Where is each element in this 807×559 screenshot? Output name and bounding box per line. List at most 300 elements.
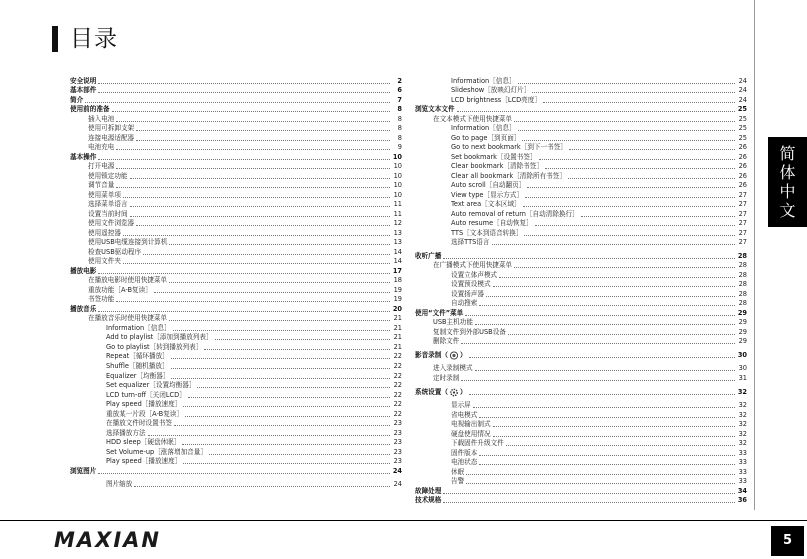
toc-page-number: 22	[393, 352, 402, 361]
toc-entry-text: 在播放音乐时使用快捷菜单	[88, 314, 168, 323]
toc-entry-title	[88, 172, 128, 181]
toc-entry	[70, 152, 402, 162]
toc-entry-title	[70, 86, 96, 95]
toc-page-number: 30	[738, 364, 747, 373]
toc-entry	[70, 219, 402, 229]
toc-leader-dots	[525, 197, 735, 198]
toc-entry-text: 选择菜单语言	[88, 200, 128, 209]
toc-entry	[415, 299, 747, 309]
toc-entry-suffix: ）	[459, 387, 467, 396]
title-marker-bar	[52, 26, 58, 52]
toc-entry	[415, 458, 747, 468]
footer-rule	[0, 520, 807, 521]
toc-entry-text: 显示屏	[451, 401, 471, 410]
toc-entry-text: 插入电池	[88, 114, 115, 123]
toc-page-number: 9	[397, 143, 402, 152]
toc-entry-title	[415, 309, 463, 318]
toc-leader-dots	[469, 394, 735, 395]
toc-leader-dots	[116, 168, 390, 169]
toc-entry	[415, 143, 747, 153]
toc-entry-text: 使用锁定功能	[88, 171, 128, 180]
toc-entry-title	[88, 238, 167, 247]
toc-leader-dots	[543, 102, 735, 103]
toc-entry-title	[88, 219, 134, 228]
toc-entry-text: Play speed［播放速度］	[106, 457, 182, 466]
toc-entry	[70, 371, 402, 381]
toc-page-number: 11	[393, 200, 402, 209]
toc-page-number: 27	[738, 228, 747, 237]
toc-page-number: 33	[738, 458, 747, 467]
toc-entry-title	[106, 324, 171, 333]
toc-entry	[415, 171, 747, 181]
toc-entry	[415, 308, 747, 318]
toc-page-number: 23	[393, 428, 402, 437]
toc-entry-title	[451, 449, 477, 458]
toc-entry-text: 下载固件升级文件	[451, 439, 504, 448]
toc-leader-dots	[116, 301, 390, 302]
toc-entry-text: 重放某一片段［A-B复读］	[106, 409, 183, 418]
toc-entry-title	[415, 388, 467, 397]
toc-leader-dots	[479, 455, 735, 456]
toc-page-number: 28	[738, 261, 747, 270]
toc-entry-title	[451, 280, 491, 289]
toc-entry	[415, 105, 747, 115]
toc-entry-title	[451, 77, 516, 86]
toc-entry	[70, 342, 402, 352]
toc-entry	[415, 219, 747, 229]
toc-entry-text: 检查USB驱动程序	[88, 247, 142, 256]
toc-entry	[70, 276, 402, 286]
toc-page-number: 30	[737, 350, 747, 359]
toc-entry-text: 基本操作	[70, 152, 97, 161]
toc-leader-dots	[123, 235, 390, 236]
toc-page-number: 14	[393, 247, 402, 256]
toc-page-number: 33	[738, 467, 747, 476]
toc-entry	[70, 323, 402, 333]
toc-entry-title	[106, 333, 213, 342]
toc-entry-text: 删除文件	[433, 337, 460, 346]
toc-page-number: 26	[738, 162, 747, 171]
toc-entry	[70, 162, 402, 172]
toc-leader-dots	[98, 473, 390, 474]
toc-entry-title	[106, 381, 195, 390]
toc-entry	[415, 238, 747, 248]
toc-entry-text: 使用“文件”菜单	[415, 308, 464, 317]
toc-page-number: 33	[738, 477, 747, 486]
toc-leader-dots	[183, 406, 390, 407]
toc-leader-dots	[188, 397, 390, 398]
toc-page-number: 27	[738, 238, 747, 247]
toc-entry-title	[106, 372, 169, 381]
toc-entry-title	[88, 248, 141, 257]
toc-entry-text: 安全说明	[70, 76, 97, 85]
toc-entry	[70, 257, 402, 267]
toc-page-number: 36	[737, 496, 747, 505]
toc-entry	[70, 419, 402, 429]
toc-page-number: 32	[737, 387, 747, 396]
toc-entry-title	[451, 134, 520, 143]
toc-entry-text: 使用菜单项	[88, 190, 121, 199]
toc-entry-text: Information［信息］	[451, 124, 516, 133]
toc-page-number: 29	[738, 318, 747, 327]
toc-entry-title	[106, 448, 207, 457]
toc-entry-text: View type［显示方式］	[451, 190, 524, 199]
toc-leader-dots	[523, 206, 735, 207]
toc-entry-title	[451, 439, 504, 448]
toc-page-number: 8	[397, 105, 402, 114]
toc-leader-dots	[479, 305, 735, 306]
toc-page-number: 28	[738, 270, 747, 279]
toc-leader-dots	[443, 502, 735, 503]
toc-leader-dots	[136, 140, 390, 141]
toc-leader-dots	[148, 435, 390, 436]
toc-page-number: 23	[393, 457, 402, 466]
toc-entry-text: Slideshow［放映幻灯片］	[451, 86, 531, 95]
toc-entry-title	[106, 362, 169, 371]
toc-leader-dots	[506, 445, 735, 446]
toc-entry-title	[88, 115, 114, 124]
toc-entry-title	[106, 419, 172, 428]
toc-entry-title	[70, 153, 96, 162]
toc-page-number: 2	[397, 76, 402, 85]
toc-entry-title	[451, 420, 491, 429]
toc-entry-title	[451, 162, 543, 171]
toc-entry	[70, 143, 402, 153]
toc-entry-text: 使用文件夹	[88, 257, 121, 266]
toc-entry-title	[106, 343, 202, 352]
toc-entry-title	[415, 496, 441, 505]
toc-entry-title	[451, 477, 464, 486]
toc-leader-dots	[479, 464, 735, 465]
toc-entry-text: Auto scroll［自动翻页］	[451, 181, 526, 190]
toc-entry-title	[88, 134, 134, 143]
toc-leader-dots	[215, 339, 390, 340]
toc-entry	[70, 95, 402, 105]
toc-entry	[70, 228, 402, 238]
toc-entry-text: 系统设置（	[415, 387, 448, 396]
toc-leader-dots	[169, 320, 390, 321]
toc-entry-title	[433, 364, 473, 373]
toc-entry-text: Go to page［到页面］	[451, 133, 521, 142]
toc-leader-dots	[130, 216, 390, 217]
toc-entry	[70, 238, 402, 248]
toc-entry-title	[451, 86, 530, 95]
toc-entry	[415, 410, 747, 420]
toc-entry-text: 进入录制模式	[433, 364, 473, 373]
toc-entry	[70, 181, 402, 191]
toc-entry	[70, 428, 402, 438]
toc-entry-text: 使用遥控器	[88, 228, 121, 237]
toc-entry-title	[415, 351, 467, 360]
toc-leader-dots	[204, 349, 390, 350]
toc-entry	[70, 457, 402, 467]
toc-page-number: 27	[738, 219, 747, 228]
toc-entry	[70, 285, 402, 295]
toc-entry-text: 基本部件	[70, 86, 97, 95]
toc-leader-dots	[466, 474, 735, 475]
toc-entry-text: Add to playlist［添加到播放列表］	[106, 333, 213, 342]
toc-entry	[415, 181, 747, 191]
toc-leader-dots	[130, 206, 390, 207]
toc-entry	[70, 209, 402, 219]
toc-entry	[415, 350, 747, 360]
toc-entry	[415, 477, 747, 487]
toc-leader-dots	[443, 258, 735, 259]
toc-entry-title	[106, 391, 186, 400]
toc-page-number: 32	[738, 410, 747, 419]
toc-entry	[415, 152, 747, 162]
toc-entry	[415, 270, 747, 280]
toc-entry-text: Set Volume-up［涨落增加音量］	[106, 447, 207, 456]
toc-page-number: 10	[393, 190, 402, 199]
toc-entry	[415, 467, 747, 477]
toc-page-number: 22	[393, 361, 402, 370]
toc-entry-title	[451, 238, 490, 247]
toc-page-number: 6	[397, 86, 402, 95]
toc-page-number: 25	[738, 114, 747, 123]
toc-page-number: 27	[738, 190, 747, 199]
toc-entry-text: 选择播放方法	[106, 428, 146, 437]
toc-entry-title	[70, 267, 96, 276]
toc-entry-text: Go to playlist［转到播放列表］	[106, 342, 203, 351]
toc-entry	[415, 86, 747, 96]
toc-leader-dots	[173, 330, 390, 331]
toc-page-number: 26	[738, 143, 747, 152]
toc-entry	[70, 400, 402, 410]
toc-leader-dots	[539, 159, 735, 160]
toc-page-number: 28	[737, 251, 747, 260]
toc-entry-text: 定时录制	[433, 373, 460, 382]
toc-entry-text: Set equalizer［设置均衡器］	[106, 381, 196, 390]
toc-leader-dots	[492, 244, 736, 245]
toc-entry	[415, 289, 747, 299]
toc-leader-dots	[98, 159, 390, 160]
toc-entry	[70, 480, 402, 490]
toc-entry-text: LCD brightness［LCD亮度］	[451, 95, 541, 104]
toc-entry	[70, 200, 402, 210]
toc-entry-title	[88, 257, 121, 266]
toc-entry-text: 收听广播	[415, 251, 442, 260]
toc-entry-text: 图片缩放	[106, 480, 133, 489]
toc-entry-text: 设置扬声器	[451, 289, 484, 298]
toc-leader-dots	[486, 296, 735, 297]
toc-entry-text: Set bookmark［设置书签］	[451, 152, 537, 161]
toc-page-number: 14	[393, 257, 402, 266]
toc-entry	[70, 466, 402, 476]
language-tab-char: 中	[779, 182, 796, 201]
toc-entry	[70, 247, 402, 257]
toc-entry	[70, 314, 402, 324]
toc-entry-title	[451, 143, 567, 152]
toc-entry-text: 休眠	[451, 467, 465, 476]
toc-entry	[415, 261, 747, 271]
page-title: 目录	[70, 26, 118, 52]
toc-entry-suffix: ）	[459, 350, 467, 359]
toc-entry	[70, 86, 402, 96]
toc-entry	[415, 387, 747, 397]
toc-leader-dots	[154, 292, 390, 293]
toc-page-number: 12	[393, 219, 402, 228]
toc-entry-title	[88, 124, 134, 133]
toc-page-number: 21	[393, 333, 402, 342]
toc-entry-text: 设置立体声模式	[451, 270, 498, 279]
toc-entry	[415, 337, 747, 347]
toc-entry-text: USB主机功能	[433, 318, 473, 327]
toc-leader-dots	[209, 454, 390, 455]
toc-page-number: 17	[392, 266, 402, 275]
toc-entry-text: 在播放文件时设置书签	[106, 419, 172, 428]
toc-page-number: 19	[393, 295, 402, 304]
toc-entry-title	[415, 105, 455, 114]
toc-page-number: 27	[738, 209, 747, 218]
toc-entry	[415, 448, 747, 458]
toc-entry-text: Shuffle［随机播放］	[106, 361, 169, 370]
toc-entry-text: 浏览图片	[70, 466, 97, 475]
toc-entry-title	[88, 314, 167, 323]
toc-page-number: 26	[738, 171, 747, 180]
toc-page-number: 27	[738, 200, 747, 209]
toc-entry	[415, 429, 747, 439]
toc-leader-dots	[130, 178, 390, 179]
toc-entry-text: 简介	[70, 95, 84, 104]
toc-leader-dots	[98, 92, 390, 93]
toc-entry-title	[451, 153, 537, 162]
toc-leader-dots	[508, 334, 735, 335]
toc-entry-text: 技术规格	[415, 496, 442, 505]
toc-page-number: 19	[393, 285, 402, 294]
toc-entry-text: 电池状态	[451, 458, 478, 467]
toc-leader-dots	[499, 277, 735, 278]
toc-page-number: 24	[393, 480, 402, 489]
toc-page-number: 28	[738, 289, 747, 298]
toc-leader-dots	[134, 486, 390, 487]
toc-entry	[415, 124, 747, 134]
toc-entry-text: Repeat［循环播放］	[106, 352, 169, 361]
toc-entry	[415, 114, 747, 124]
toc-entry-text: 电池充电	[88, 143, 115, 152]
toc-entry-text: Clear bookmark［清除书签］	[451, 162, 543, 171]
toc-page-number: 24	[738, 86, 747, 95]
toc-entry-text: 浏览文本文件	[415, 105, 455, 114]
toc-entry	[415, 327, 747, 337]
toc-entry	[415, 133, 747, 143]
toc-entry-text: 重放功能［A-B复读］	[88, 285, 152, 294]
toc-page-number: 10	[393, 171, 402, 180]
toc-page-number: 26	[738, 181, 747, 190]
toc-page-number: 23	[393, 419, 402, 428]
toc-entry-text: 自动搜索	[451, 299, 478, 308]
toc-entry-title	[451, 299, 477, 308]
toc-entry-title	[88, 162, 114, 171]
toc-leader-dots	[85, 102, 390, 103]
toc-page-number: 25	[737, 105, 747, 114]
toc-entry-text: Auto resume［自动恢复］	[451, 219, 533, 228]
toc-page-number: 22	[393, 400, 402, 409]
toc-entry-title	[451, 96, 541, 105]
toc-page-number: 32	[738, 401, 747, 410]
toc-entry-text: 播放电影	[70, 266, 97, 275]
toc-entry-text: 在文本模式下使用快捷菜单	[433, 114, 513, 123]
toc-entry	[415, 439, 747, 449]
toc-page-number: 28	[738, 299, 747, 308]
toc-entry-text: Equalizer［均衡器］	[106, 371, 170, 380]
toc-leader-dots	[171, 378, 390, 379]
toc-page-number: 32	[738, 420, 747, 429]
toc-entry-text: 告警	[451, 477, 465, 486]
toc-entry-text: 设置预设模式	[451, 280, 491, 289]
toc-entry	[70, 295, 402, 305]
toc-page-number: 33	[738, 448, 747, 457]
toc-entry	[70, 266, 402, 276]
toc-page-number: 29	[737, 308, 747, 317]
toc-leader-dots	[524, 235, 735, 236]
toc-entry-text: 设置当前时间	[88, 209, 128, 218]
right-margin-rule	[754, 0, 755, 510]
toc-entry	[70, 105, 402, 115]
toc-page-number: 28	[738, 280, 747, 289]
toc-page-number: 13	[393, 238, 402, 247]
language-tab-char: 简	[779, 144, 796, 163]
toc-entry-title	[433, 328, 506, 337]
toc-page-number: 23	[393, 438, 402, 447]
toc-page-number: 22	[393, 409, 402, 418]
toc-entry-title	[451, 458, 477, 467]
toc-entry	[415, 373, 747, 383]
toc-entry-title	[70, 305, 96, 314]
toc-entry	[415, 401, 747, 411]
toc-entry	[415, 95, 747, 105]
toc-entry	[415, 280, 747, 290]
toc-entry-title	[88, 286, 152, 295]
toc-entry	[70, 409, 402, 419]
toc-leader-dots	[465, 315, 735, 316]
toc-leader-dots	[185, 416, 390, 417]
toc-entry-title	[88, 295, 114, 304]
toc-entry-text: Auto removal of return［自动清除换行］	[451, 209, 579, 218]
toc-entry	[415, 209, 747, 219]
toc-entry	[70, 447, 402, 457]
toc-entry	[70, 361, 402, 371]
toc-entry-title	[70, 105, 110, 114]
toc-page-number: 29	[738, 327, 747, 336]
toc-entry-title	[106, 480, 132, 489]
toc-entry-title	[106, 400, 181, 409]
toc-leader-dots	[116, 187, 390, 188]
toc-entry-title	[106, 438, 180, 447]
toc-leader-dots	[169, 244, 390, 245]
toc-page-number: 21	[393, 342, 402, 351]
toc-entry-text: 使用USB电缆连接到计算机	[88, 238, 168, 247]
toc-leader-dots	[116, 121, 390, 122]
toc-leader-dots	[98, 83, 390, 84]
toc-page-number: 10	[392, 152, 402, 161]
toc-leader-dots	[197, 387, 390, 388]
toc-entry-title	[88, 210, 128, 219]
toc-leader-dots	[514, 121, 735, 122]
toc-leader-dots	[116, 149, 390, 150]
toc-entry	[70, 438, 402, 448]
toc-leader-dots	[136, 225, 390, 226]
toc-leader-dots	[569, 149, 735, 150]
toc-entry-text: 播放音乐	[70, 304, 97, 313]
toc-entry-text: Information［信息］	[106, 323, 171, 332]
toc-leader-dots	[518, 83, 735, 84]
toc-entry-title	[433, 261, 512, 270]
toc-entry-title	[451, 271, 497, 280]
toc-page-number: 22	[393, 390, 402, 399]
toc-entry-title	[451, 219, 533, 228]
toc-leader-dots	[461, 343, 735, 344]
